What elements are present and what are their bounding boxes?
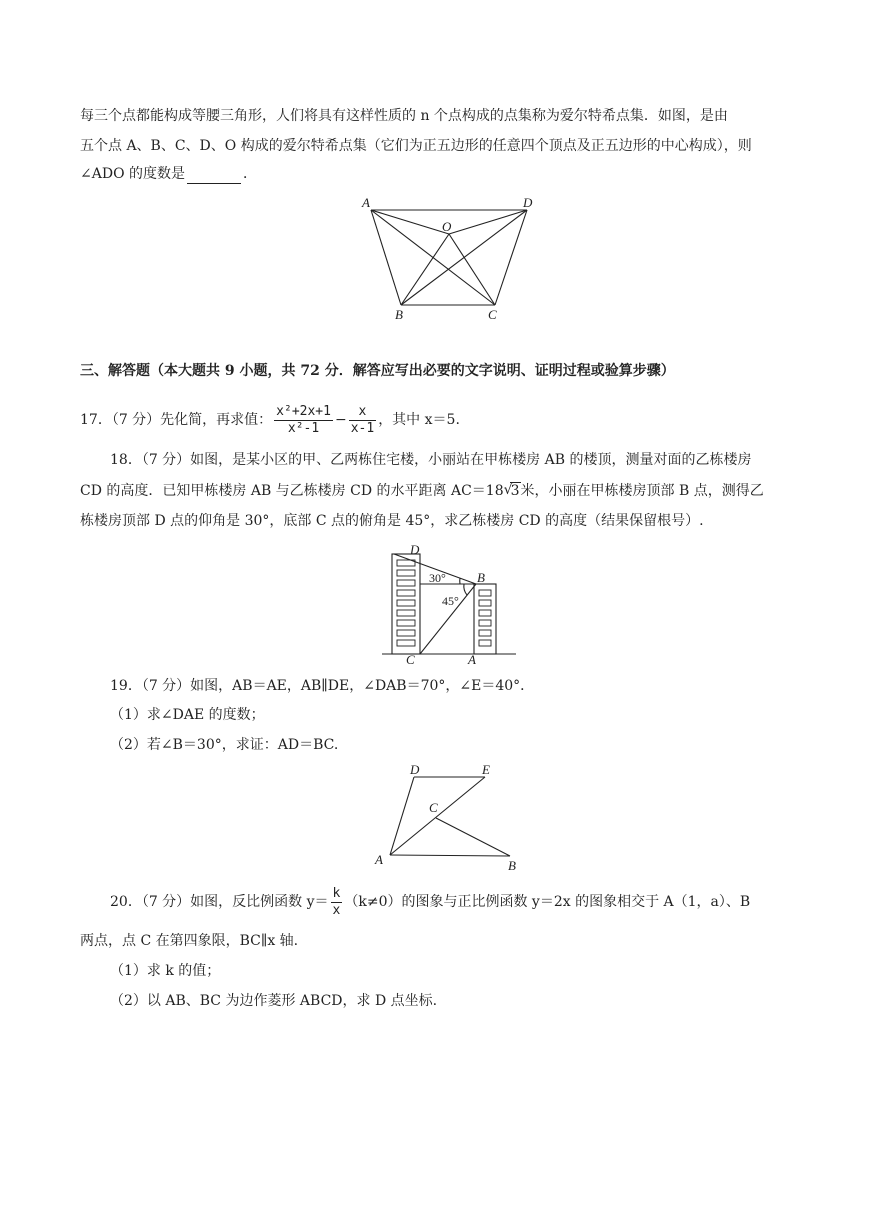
q18-line-2-b: 米，小丽在甲栋楼房顶部 B 点，测得乙 [520, 483, 764, 499]
fraction-2-denominator: x-1 [350, 420, 375, 436]
label-c: C [429, 800, 438, 815]
q17-line [80, 396, 460, 444]
q19-line-1: 19．（7 分）如图，AB＝AE，AB∥DE，∠DAB＝70°，∠E＝40°． [110, 678, 535, 694]
fraction-numerator: k [332, 885, 341, 901]
q19-part-2: （2）若∠B＝30°，求证：AD＝BC. [110, 737, 339, 753]
sqrt-three: √ 3 [503, 482, 520, 499]
label-a: A [362, 195, 370, 210]
section-heading: 三、解答题（本大题共 9 小题，共 72 分．解答应写出必要的文字说明、证明过程或验算步骤） [80, 363, 675, 379]
q18-line-2 [80, 481, 764, 501]
buildings-figure [380, 540, 520, 665]
label-a: A [468, 652, 476, 667]
label-d: D [410, 542, 420, 557]
q20-line-1 [110, 880, 750, 924]
label-b: B [395, 307, 403, 322]
windows-ab [479, 590, 491, 646]
label-c: C [488, 307, 497, 322]
angle-45-label: 45° [442, 594, 459, 608]
label-b: B [477, 570, 485, 585]
fraction-1-denominator: x²-1 [287, 420, 320, 436]
label-d: D [523, 195, 533, 210]
q16-line-2: 五个点 A、B、C、D、O 构成的爱尔特希点集（它们为正五边形的任意四个顶点及正五边形的中心构成），则 [80, 138, 752, 154]
q20-line-1-a: 20．（7 分）如图，反比例函数 y＝ [110, 894, 329, 910]
q18-line-3: 栋楼房顶部 D 点的仰角是 30°，底部 C 点的俯角是 45°，求乙栋楼房 CD 的高度（结果保留根号）. [80, 513, 704, 529]
q19-part-1: （1）求∠DAE 的度数； [110, 707, 265, 723]
radicand: 3 [510, 483, 520, 499]
q20-part-1: （1）求 k 的值； [110, 963, 221, 979]
q16-line-3 [80, 164, 257, 184]
q18-line-2-a: CD 的高度．已知甲栋楼房 AB 与乙栋楼房 CD 的水平距离 AC＝18 [80, 483, 504, 499]
angle-30-label: 30° [429, 571, 446, 585]
q20-line-1-b: （k≠0）的图象与正比例函数 y＝2x 的图象相交于 A（1，a）、B [344, 894, 751, 910]
pentagon-figure [360, 195, 540, 325]
minus-sign: − [334, 412, 347, 428]
fraction-2 [349, 404, 376, 437]
label-o: O [442, 219, 452, 234]
label-b: B [508, 858, 516, 873]
q16-line-1: 每三个点都能构成等腰三角形，人们将具有这样性质的 n 个点构成的点集称为爱尔特希点集．如图，是由 [80, 108, 728, 124]
label-a: A [375, 852, 383, 867]
q20-part-2: （2）以 AB、BC 为边作菱形 ABCD，求 D 点坐标. [110, 993, 438, 1009]
label-c: C [406, 652, 415, 667]
q16-period: ． [243, 166, 257, 182]
answer-blank[interactable] [187, 169, 241, 184]
q20-line-2: 两点，点 C 在第四象限，BC∥x 轴. [80, 933, 299, 949]
fraction-1-numerator: x²+2x+1 [276, 403, 331, 419]
label-d: D [410, 762, 420, 777]
fraction-2-numerator: x [349, 404, 376, 421]
fraction-k-over-x [331, 886, 343, 919]
q16-question: ∠ADO 的度数是 [80, 166, 185, 182]
q17-prefix: 17．（7 分）先化简，再求值： [80, 412, 273, 428]
fraction-1 [274, 404, 333, 437]
label-e: E [482, 762, 490, 777]
q18-line-1: 18．（7 分）如图，是某小区的甲、乙两栋住宅楼，小丽站在甲栋楼房 AB 的楼顶，测量对面的乙栋楼房 [110, 452, 752, 468]
fraction-denominator: x [332, 902, 341, 918]
triangle-figure [370, 760, 530, 873]
q17-suffix: ，其中 x＝5. [378, 412, 460, 428]
windows-cd [397, 560, 415, 646]
